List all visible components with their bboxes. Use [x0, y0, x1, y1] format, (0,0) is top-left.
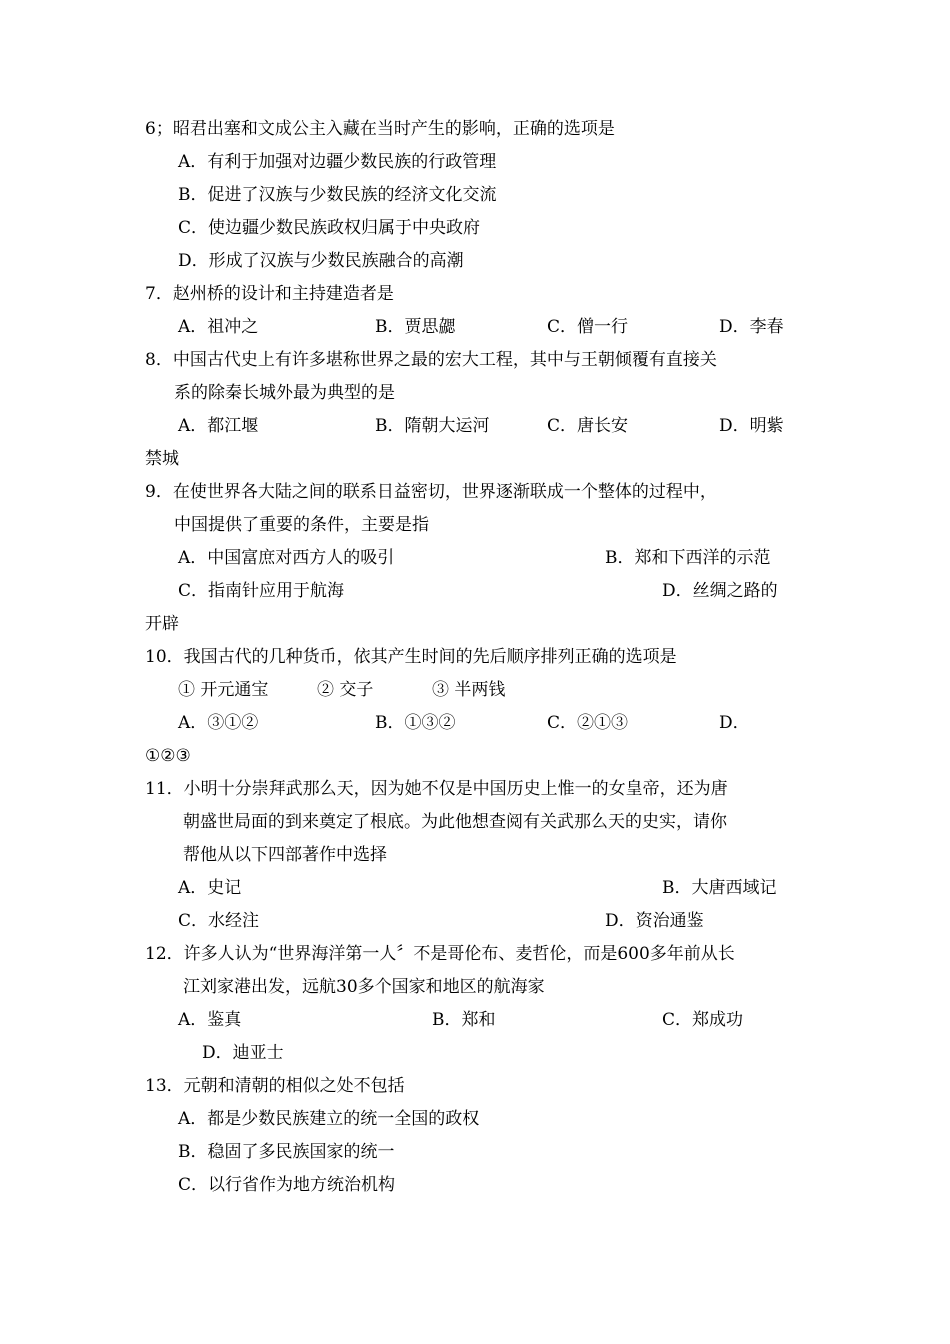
question-stem-continued: 朝盛世局面的到来奠定了根底。为此他想查阅有关武那么天的史实，请你 [183, 812, 727, 832]
option-a: A．有利于加强对边疆少数民族的行政管理 [178, 152, 497, 172]
question-stem: 7．赵州桥的设计和主持建造者是 [145, 284, 394, 304]
question-stem: 9．在使世界各大陆之间的联系日益密切，世界逐渐联成一个整体的过程中， [145, 482, 717, 502]
option-b: B．郑和下西洋的示范 [605, 548, 771, 568]
option-c: C．僧一行 [547, 317, 629, 337]
option-c: C．以行省作为地方统治机构 [178, 1175, 396, 1195]
question-stem: 10．我国古代的几种货币，依其产生时间的先后顺序排列正确的选项是 [145, 647, 677, 667]
option-c: C．使边疆少数民族政权归属于中央政府 [178, 218, 481, 238]
question-stem: 12．许多人认为“世界海洋第一人〞不是哥伦布、麦哲伦，而是600多年前从长 [145, 944, 735, 964]
option-b: B．贾思勰 [375, 317, 456, 337]
option-d: D．迪亚士 [202, 1043, 284, 1063]
option-a: A．史记 [178, 878, 242, 898]
option-b: B．郑和 [432, 1010, 496, 1030]
option-c: C．郑成功 [662, 1010, 744, 1030]
item-1: ① 开元通宝 [178, 680, 269, 700]
option-a: A．都江堰 [178, 416, 259, 436]
option-d: D．明紫 [719, 416, 784, 436]
option-c: C．水经注 [178, 911, 260, 931]
option-b: B．促进了汉族与少数民族的经济文化交流 [178, 185, 497, 205]
option-d-continued: 禁城 [145, 449, 179, 469]
option-b: B．隋朝大运河 [375, 416, 490, 436]
option-a: A．鉴真 [178, 1010, 242, 1030]
item-3: ③ 半两钱 [432, 680, 506, 700]
option-a: A．都是少数民族建立的统一全国的政权 [178, 1109, 480, 1129]
item-2: ② 交子 [317, 680, 374, 700]
option-a: A．祖冲之 [178, 317, 259, 337]
option-b: B．大唐西域记 [662, 878, 777, 898]
question-stem: 11．小明十分崇拜武那么天，因为她不仅是中国历史上惟一的女皇帝，还为唐 [145, 779, 728, 799]
question-stem-continued: 江刘家港出发，远航30多个国家和地区的航海家 [183, 977, 545, 997]
option-b: B．稳固了多民族国家的统一 [178, 1142, 395, 1162]
option-d: D．资治通鉴 [605, 911, 704, 931]
question-stem: 13．元朝和清朝的相似之处不包括 [145, 1076, 405, 1096]
question-stem: 6；昭君出塞和文成公主入藏在当时产生的影响，正确的选项是 [145, 119, 615, 139]
option-b: B．①③② [375, 713, 456, 733]
option-c: C．唐长安 [547, 416, 629, 436]
option-d: D．形成了汉族与少数民族融合的高潮 [178, 251, 464, 271]
question-stem-continued: 中国提供了重要的条件，主要是指 [174, 515, 429, 535]
option-a: A．中国富庶对西方人的吸引 [178, 548, 395, 568]
option-d: D．丝绸之路的 [662, 581, 778, 601]
option-d: D．李春 [719, 317, 784, 337]
option-a: A．③①② [178, 713, 259, 733]
question-stem: 8．中国古代史上有许多堪称世界之最的宏大工程，其中与王朝倾覆有直接关 [145, 350, 717, 370]
option-d: D． [719, 713, 750, 733]
option-d-continued: 开辟 [145, 614, 179, 634]
question-stem-continued: 帮他从以下四部著作中选择 [183, 845, 387, 865]
option-d-continued: ①②③ [145, 746, 191, 766]
option-c: C．指南针应用于航海 [178, 581, 345, 601]
question-stem-continued: 系的除秦长城外最为典型的是 [174, 383, 395, 403]
option-c: C．②①③ [547, 713, 629, 733]
